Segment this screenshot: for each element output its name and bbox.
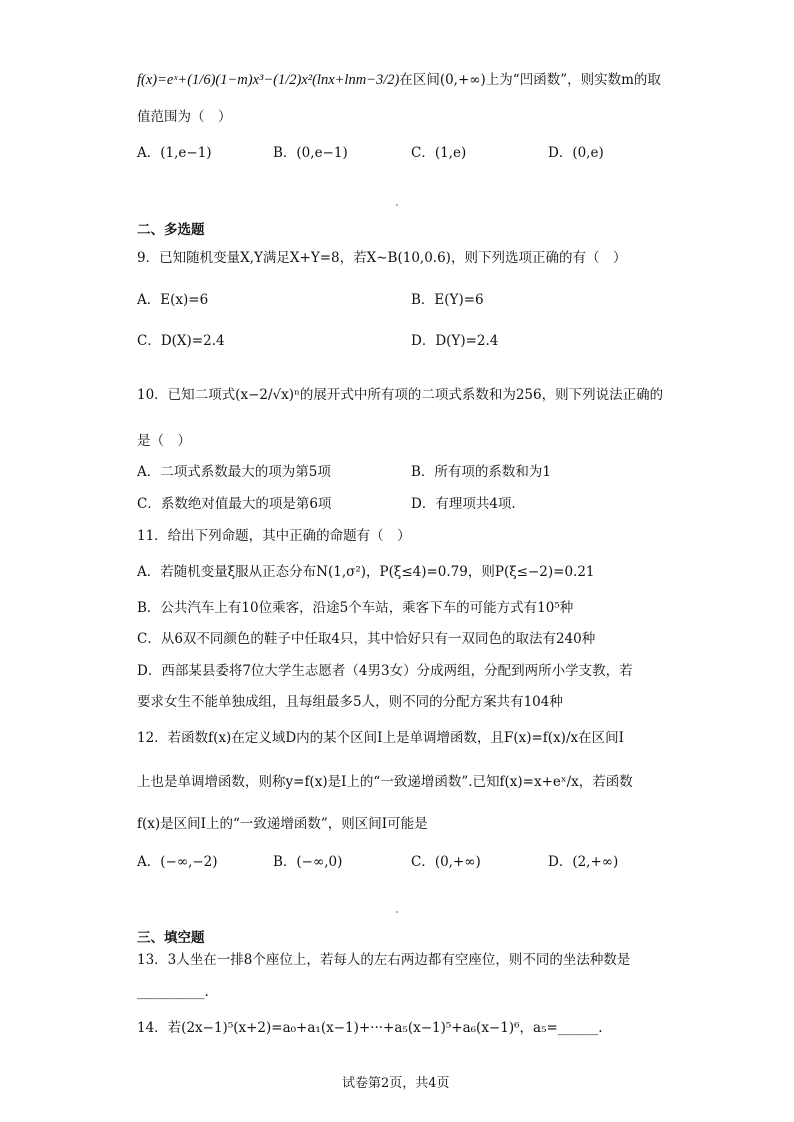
divider-dot (396, 204, 398, 206)
q9-option-d: D．D(Y)=2.4 (411, 333, 499, 349)
q10-option-a: A．二项式系数最大的项为第5项 (137, 464, 331, 480)
q12-line2: 上也是单调增函数，则称y=f(x)是I上的“一致递增函数”.已知f(x)=x+eˣ/x，若函数 (137, 774, 633, 790)
q8-tail: 在区间(0,+∞)上为“凹函数”，则实数m的取 (399, 72, 661, 88)
q8-option-b: B．(0,e−1) (273, 145, 348, 161)
q11-option-a: A．若随机变量ξ服从正态分布N(1,σ²)，P(ξ≤4)=0.79，则P(ξ≤−2)=0.21 (137, 564, 595, 580)
q12-option-b: B．(−∞,0) (273, 854, 343, 870)
q10-option-d: D．有理项共4项. (411, 496, 516, 512)
section-title-fill-blank: 三、填空题 (137, 930, 205, 946)
q8-option-a: A．(1,e−1) (137, 145, 212, 161)
q14-stem: 14．若(2x−1)⁵(x+2)=a₀+a₁(x−1)+···+a₅(x−1)⁵+a₆(x−1)⁶，a₅=______. (137, 1020, 603, 1036)
q9-stem: 9．已知随机变量X,Y满足X+Y=8，若X∼B(10,0.6)，则下列选项正确的有（ ） (137, 250, 627, 266)
q8-line2: 值范围为（ ） (137, 109, 232, 125)
q11-option-d: D．西部某县委将7位大学生志愿者（4男3女）分成两组，分配到两所小学支教，若 (137, 663, 633, 679)
q11-option-c: C．从6双不同颜色的鞋子中任取4只，其中恰好只有一双同色的取法有240种 (137, 631, 596, 647)
q11-option-b: B．公共汽车上有10位乘客，沿途5个车站，乘客下车的可能方式有10⁵种 (137, 600, 574, 616)
q11-option-d-cont: 要求女生不能单独成组，且每组最多5人，则不同的分配方案共有104种 (137, 694, 563, 710)
q8-line1 (137, 70, 661, 90)
q12-option-c: C．(0,+∞) (411, 854, 481, 870)
q9-option-a: A．E(x)=6 (137, 292, 209, 308)
q12-line1: 12．若函数f(x)在定义域D内的某个区间I上是单调增函数，且F(x)=f(x)/x在区间I (137, 730, 624, 746)
q12-line3: f(x)是区间I上的“一致递增函数”，则区间I可能是 (137, 816, 428, 832)
q10-line2: 是（ ） (137, 433, 191, 449)
q13-stem: 13．3人坐在一排8个座位上，若每人的左右两边都有空座位，则不同的坐法种数是 (137, 952, 631, 968)
q13-blank: __________. (137, 984, 209, 1000)
q8-formula: f(x)=eˣ+(1/6)(1−m)x³−(1/2)x²(lnx+lnm−3/2) (137, 72, 400, 88)
q8-option-d: D．(0,e) (548, 145, 604, 161)
divider-dot (396, 911, 398, 913)
q10-option-c: C．系数绝对值最大的项是第6项 (137, 496, 332, 512)
q12-option-a: A．(−∞,−2) (137, 854, 218, 870)
section-title-multi-choice: 二、多选题 (137, 222, 205, 238)
q12-option-d: D．(2,+∞) (548, 854, 619, 870)
q11-stem: 11．给出下列命题，其中正确的命题有（ ） (137, 528, 411, 544)
q9-option-c: C．D(X)=2.4 (137, 333, 225, 349)
q9-option-b: B．E(Y)=6 (411, 292, 484, 308)
page-footer: 试卷第2页，共4页 (342, 1076, 450, 1091)
q10-option-b: B．所有项的系数和为1 (411, 464, 552, 480)
q8-option-c: C．(1,e) (411, 145, 467, 161)
q10-stem: 10．已知二项式(x−2/√x)ⁿ的展开式中所有项的二项式系数和为256，则下列说法正确的 (137, 387, 664, 403)
